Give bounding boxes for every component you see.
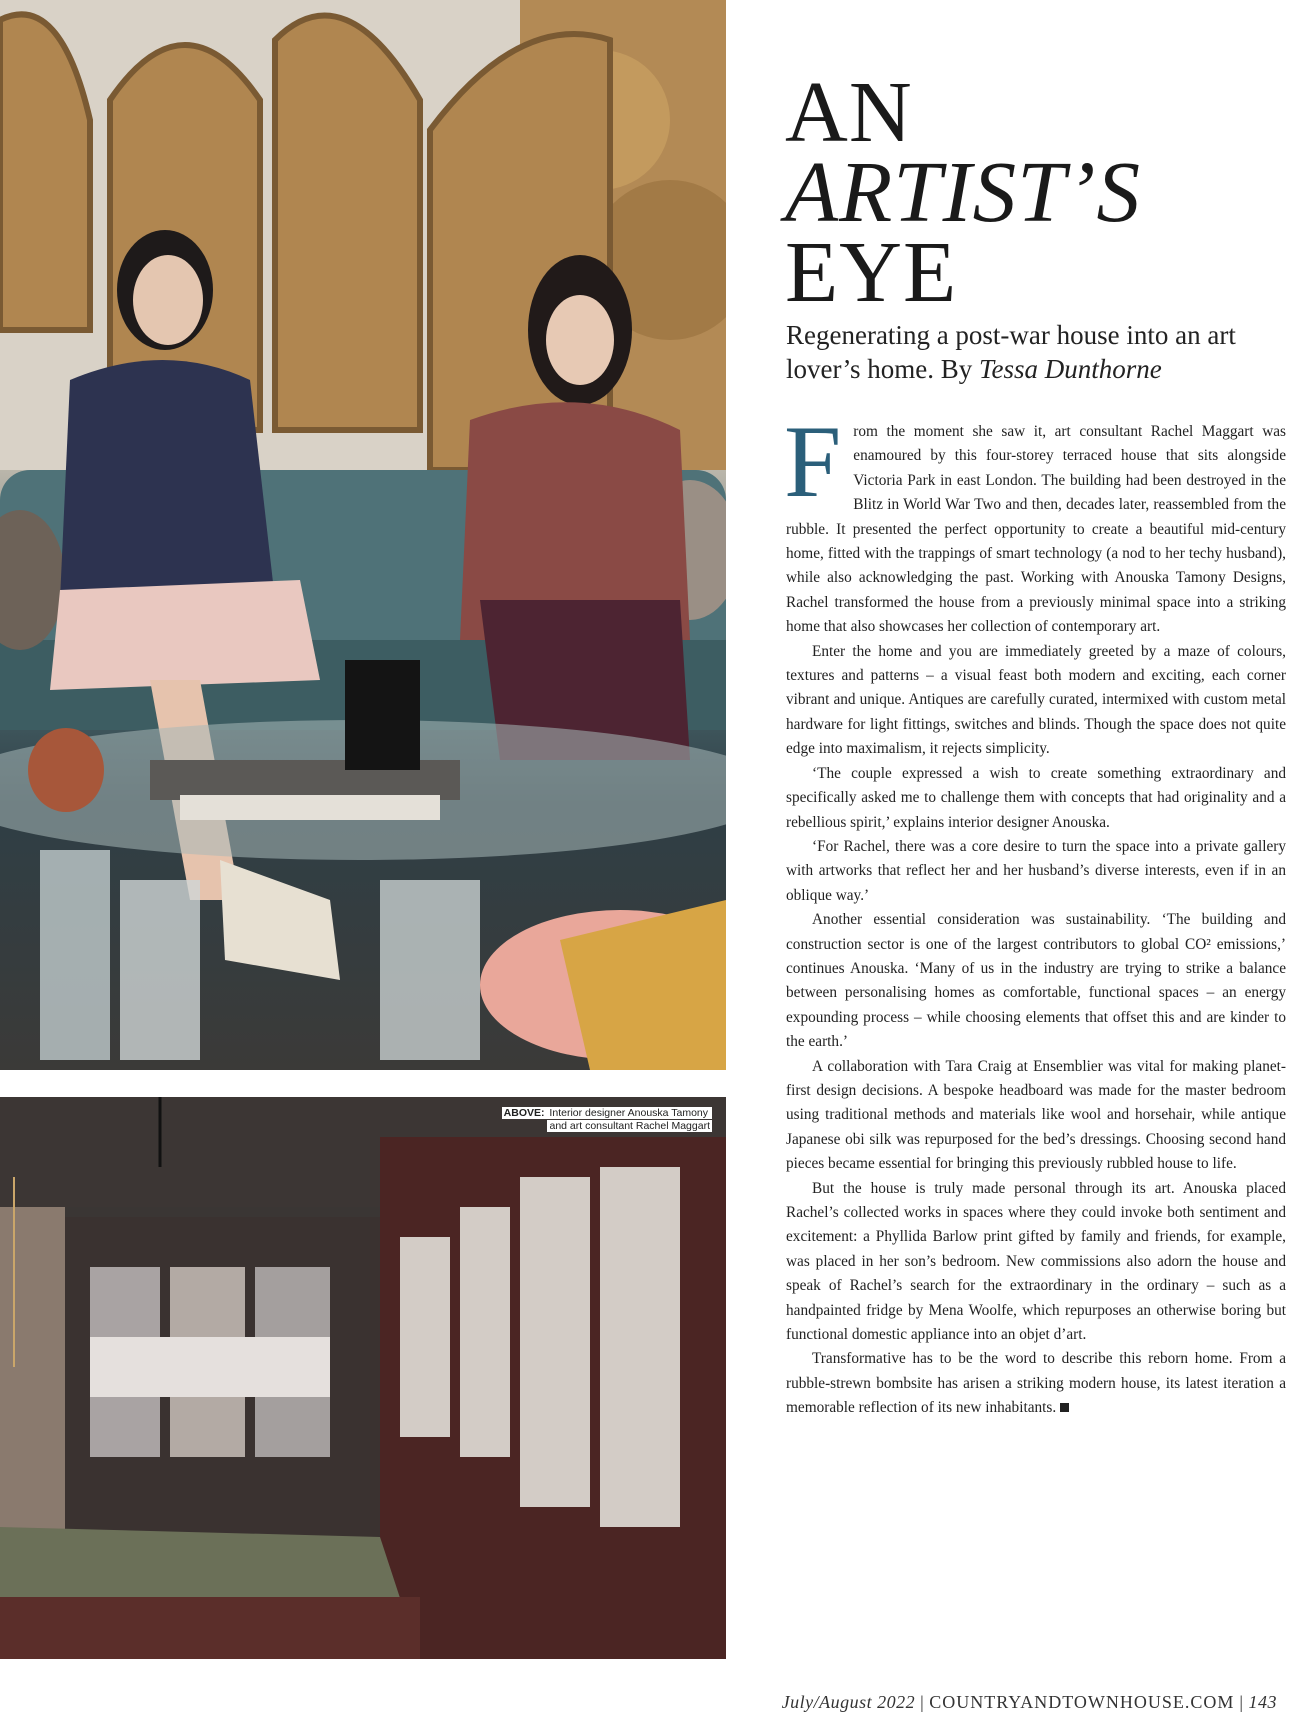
caption-line-1: Interior designer Anouska Tamony [546, 1107, 708, 1119]
issue-date: July/August 2022 [781, 1692, 916, 1712]
folio-separator-2: | [1239, 1692, 1244, 1712]
article-paragraph-2: Enter the home and you are immediately greeted by a maze of colours, textures and patterns – a visual feast both modern and exciting, each corner vibrant and unique. Antiques are carefully curated, intermixed with custom metal hardware for light fittings, switches and blinds. Though the space does not quite edge into maximalism, it rejects simplicity. [786, 642, 1286, 758]
website: COUNTRYANDTOWNHOUSE.COM [929, 1692, 1235, 1712]
article-body [784, 405, 1286, 1421]
page-number: 143 [1248, 1692, 1277, 1712]
standfirst [786, 318, 1286, 386]
article-paragraph-1 [784, 405, 1286, 640]
article-paragraph-4: ‘For Rachel, there was a core desire to turn the space into a private gallery with artworks that reflect her and her husband’s diverse interests, even if in an oblique way.’ [786, 837, 1286, 904]
living-room-illustration [0, 0, 726, 1070]
paragraph-8-text: Transformative has to be the word to describe this reborn home. From a rubble-strewn bombsite has arisen a striking modern house, its latest iteration a memorable reflection of its new inhabitants. [786, 1350, 1286, 1417]
drop-cap: F [784, 405, 842, 519]
photo-living-room [0, 0, 726, 1070]
byline-author: Tessa Dunthorne [978, 354, 1162, 384]
end-mark [1060, 1403, 1069, 1412]
article-paragraph-8 [786, 1347, 1286, 1420]
standfirst-text: Regenerating a post-war house into an art lover’s home. By [786, 320, 1236, 384]
photo-bedroom [0, 1097, 726, 1659]
photo-caption [452, 1107, 712, 1133]
page-folio [782, 1692, 1277, 1713]
headline [785, 63, 1275, 320]
article-paragraph-6: A collaboration with Tara Craig at Ensemblier was vital for making planet-first design decisions. A bespoke headboard was made for the master bedroom using traditional methods and materials like wool and horsehair, while antique Japanese obi silk was repurposed for the bed’s dressings. Choosing second hand pieces became essential for bringing this previously rubbled house to life. [786, 1057, 1286, 1173]
folio-separator-1: | [920, 1692, 925, 1712]
caption-line-2: and art consultant Rachel Maggart [549, 1120, 710, 1132]
article-paragraph-5: Another essential consideration was sustainability. ‘The building and construction sector is one of the largest contributors to global CO² emissions,’ continues Anouska. ‘Many of us in the industry are trying to strike a balance between personalising homes as comfortable, functional spaces – an energy expounding process – while choosing elements that offset this and are kinder to the earth.’ [786, 911, 1286, 1051]
headline-line-1: AN [785, 63, 913, 160]
paragraph-1-text: rom the moment she saw it, art consultant Rachel Maggart was enamoured by this four-storey terraced house that sits alongside Victoria Park in east London. The building had been destroyed in the Blitz in World War Two and then, decades later, reassembled from the rubble. It presented the perfect opportunity to create a beautiful mid-century home, fitted with the trappings of smart technology (a nod to her techy husband), while also acknowledging the past. Working with Anouska Tamony Designs, Rachel transformed the house from a previously minimal space into a striking home that also showcases her collection of contemporary art. [786, 423, 1286, 636]
article-paragraph-7: But the house is truly made personal through its art. Anouska placed Rachel’s collected works in spaces where they could invoke both sentiment and excitement: a Phyllida Barlow print gifted by family and friends, for example, was placed in her son’s bedroom. New commissions also adorn the house and speak of Rachel’s search for the extraordinary in the ordinary – such as a handpainted fridge by Mena Woolfe, which repurposes an otherwise boring but functional domestic appliance into an objet d’art. [786, 1179, 1286, 1344]
bedroom-illustration [0, 1097, 726, 1659]
headline-line-3: EYE [785, 223, 958, 320]
caption-label: ABOVE: [503, 1107, 545, 1119]
headline-line-2: ARTIST’S [785, 143, 1141, 240]
article-paragraph-3: ‘The couple expressed a wish to create something extraordinary and specifically asked me to challenge them with concepts that had originality and a rebellious spirit,’ explains interior designer Anouska. [786, 764, 1286, 831]
